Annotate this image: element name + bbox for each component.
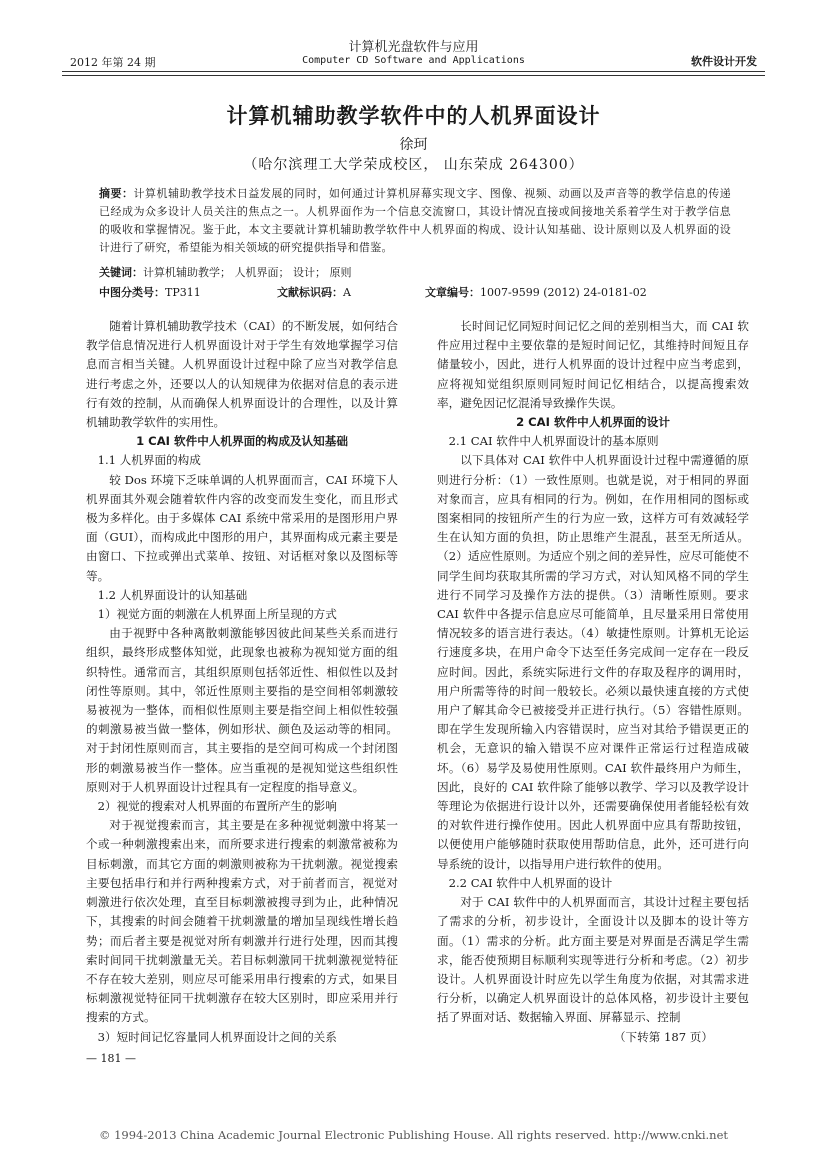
paragraph: 以下具体对 CAI 软件中人机界面设计过程中需遵循的原则进行分析：（1）一致性原则。也就是说，对于相同的界面对象而言，应具有相同的行为。例如，在作用相同的图标或图案相同的按钮所产生的行为应一致，这样方可有效减轻学生在认知方面的负担，防止思维产生混乱，甚至无所适从。（2）适应性原则。为适应个别之间的差异性，应尽可能使不同学生间均获取其所需的学习方式，对认知风格不同的学生进行不同学习及操作方法的提供。（3）清晰性原则。要求 CAI 软件中各提示信息应尽可能简单，且尽量采用日常使用情况较多的语言进行表达。（4）敏捷性原则。计算机无论运行速度多块，在用户命令下达至任务完成间一定存在一段反应时间。因此，系统实际进行文件的存取及程序的调用时，用户所需等待的时间一般较长。必须以最快速直接的方式使用户了解其命令已被接受并正进行执行。（5）容错性原则。即在学生发现所输入内容错误时，应当对其给予错误更正的机会，无意识的输入错误不应对课件正常运行过程造成破坏。（6）易学及易使用性原则。CAI 软件最终用户为师生，因此，良好的 CAI 软件除了能够以教学、学习以及教学设计等理论为依据进行设计以外，还需要确保使用者能轻松有效的对软件进行操作使用。因此人机界面中应具有帮助按钮，以便使用户能够随时获取使用帮助信息，此外，还可进行向导系统的设计，以指导用户进行软件的使用。: [437, 453, 749, 871]
body-right-column: [437, 317, 749, 1047]
article-number-value: 1007-9599 (2012) 24-0181-02: [480, 286, 647, 299]
subsection-heading: 2.1 CAI 软件中人机界面设计的基本原则: [448, 434, 659, 449]
document-code-value: A: [343, 286, 351, 299]
article-number: [425, 284, 647, 300]
issue-label: 2012 年第 24 期: [70, 56, 156, 69]
paragraph: 由于视野中各种离散刺激能够因彼此间某些关系而进行组织，最终形成整体知觉，此现象也被称为视知觉方面的组织特性。通常而言，其组织原则包括邻近性、相似性以及封闭性等原则。其中，邻近性原则主要指的是空间相邻刺激较易被视为一整体，而相似性原则主要是指空间上相似性较强的刺激易被当做一整体，例如形状、颜色及运动等的相同。对于封闭性原则而言，其主要指的是空间可构成一个封闭图形的刺激易被当作一整体。应当重视的是视知觉这些组织性原则对于人机界面设计过程具有一定程度的指导意义。: [86, 626, 398, 794]
body-left-column: [86, 317, 398, 1047]
subsection-heading: 2）视觉的搜索对人机界面的布置所产生的影响: [97, 799, 337, 814]
paragraph: 较 Dos 环境下乏味单调的人机界面而言，CAI 环境下人机界面其外观会随着软件内容的改变而发生变化，而且形式极为多样化。由于多媒体 CAI 系统中常采用的是图形用户界面（GUI），而构成此中图形的用户，其界面构成元素主要是由窗口、下拉或弹出式菜单、按钮、对话框对象以及图标等等。: [86, 472, 398, 583]
document-code-label: 文献标识码：: [277, 286, 343, 299]
classification-label: 中图分类号：: [99, 286, 165, 299]
paragraph: 随着计算机辅助教学技术（CAI）的不断发展，如何结合教学信息情况进行人机界面设计对于学生有效地掌握学习信息而言相当关键。人机界面设计过程中除了应当对教学信息进行考虑之外，还要以人的认知规律为依据对信息的表示进行有效的控制，从而确保人机界面设计的合理性，以及计算机辅助教学软件的实用性。: [86, 319, 398, 430]
subsection-heading: 3）短时间记忆容量同人机界面设计之间的关系: [97, 1029, 337, 1044]
abstract-text: 计算机辅助教学技术日益发展的同时，如何通过计算机屏幕实现文字、图像、视频、动画以及声音等的教学信息的传递已经成为众多设计人员关注的焦点之一。人机界面作为一个信息交流窗口，其设计情况直接或间接地关系着学生对于教学信息的吸收和掌握情况。鉴于此，本文主要就计算机辅助教学软件中人机界面的构成、设计认知基础、设计原则以及人机界面的设计进行了研究，希望能为相关领域的研究提供指导和借鉴。: [99, 187, 731, 254]
article-number-label: 文章编号：: [425, 286, 480, 299]
section-heading: 1 CAI 软件中人机界面的构成及认知基础: [136, 434, 348, 449]
paragraph: 对于视觉搜索而言，其主要是在多种视觉刺激中将某一个或一种刺激搜索出来，而所要求进行搜索的刺激常被称为目标刺激，而其它方面的刺激则被称为干扰刺激。视觉搜索主要包括串行和并行两种搜索方式，对于前者而言，视觉对刺激进行依次处理，直至目标刺激被搜寻到为止，此种情况下，其搜索的时间会随着干扰刺激量的增加呈现线性增长趋势；而后者主要是视觉对所有刺激并行进行处理，因而其搜索时间同干扰刺激量无关。若目标刺激同干扰刺激视觉特征不存在较大差别，则应尽可能采用串行搜索的方式，如果目标刺激视觉特征同干扰刺激存在较大区别时，即应采用并行搜索的方式。: [86, 818, 398, 1025]
subsection-heading: 2.2 CAI 软件中人机界面的设计: [448, 875, 613, 890]
subsection-heading: 1.1 人机界面的构成: [97, 453, 201, 468]
column-label: 软件设计开发: [691, 55, 757, 68]
keywords: [99, 264, 731, 280]
subsection-heading: 1.2 人机界面设计的认知基础: [97, 587, 248, 602]
document-code: [277, 284, 351, 300]
article-title: 计算机辅助教学软件中的人机界面设计: [226, 104, 601, 128]
article-affiliation: （哈尔滨理工大学荣成校区， 山东荣成 264300）: [243, 157, 584, 173]
continued-note: （下转第 187 页）: [613, 1029, 713, 1044]
journal-title-en: Computer CD Software and Applications: [302, 55, 525, 66]
paragraph: 对于 CAI 软件中的人机界面而言，其设计过程主要包括了需求的分析，初步设计，全面设计以及脚本的设计等方面。（1）需求的分析。此方面主要是对界面是否满足学生需求，能否使预期目标顺利实现等进行分析和考虑。（2）初步设计。人机界面设计时应先以学生角度为依据，对其需求进行分析，以确定人机界面设计的总体风格，初步设计主要包括了界面对话、数据输入界面、屏幕显示、控制: [437, 895, 749, 1025]
classification-value: TP311: [165, 286, 201, 299]
keywords-label: 关键词：: [99, 266, 143, 279]
paragraph: 长时间记忆同短时间记忆之间的差别相当大，而 CAI 软件应用过程中主要依靠的是短时间记忆，其维持时间短且存储量较小，因此，进行人机界面的设计过程中应当考虑到，应将视知觉组织原则同短时间记忆相结合，以提高搜索效率，避免因记忆混淆导致操作失误。: [437, 319, 749, 410]
classification: [99, 284, 201, 300]
subsection-heading: 1）视觉方面的刺激在人机界面上所呈现的方式: [97, 607, 337, 622]
section-heading: 2 CAI 软件中人机界面的设计: [516, 415, 670, 430]
page-number: — 181 —: [86, 1052, 136, 1065]
header-rule-thick: [62, 71, 765, 72]
keywords-text: 计算机辅助教学； 人机界面； 设计； 原则: [143, 266, 352, 279]
abstract: [99, 185, 731, 257]
copyright-footer: © 1994-2013 China Academic Journal Electronic Publishing House. All rights reserved. http://www.cnki.net: [98, 1128, 729, 1142]
header-rule-thin: [62, 75, 765, 76]
article-author: 徐珂: [399, 137, 428, 153]
abstract-label: 摘要：: [99, 187, 134, 200]
journal-title-cn: 计算机光盘软件与应用: [348, 40, 479, 55]
